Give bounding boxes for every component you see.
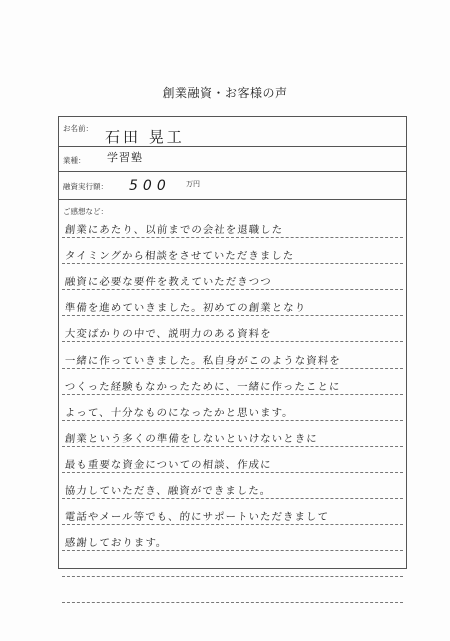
amount-unit: 万円 (186, 180, 200, 188)
name-row (59, 117, 406, 147)
comment-line-rule (62, 420, 403, 421)
comment-line (59, 318, 406, 344)
comment-line (59, 449, 406, 475)
name-label: お名前： (63, 124, 93, 133)
comment-line (59, 214, 406, 240)
business-label: 業種： (63, 156, 86, 165)
comment-lines (59, 200, 406, 605)
comment-line-rule (62, 237, 403, 238)
comment-line-rule (62, 289, 403, 290)
comment-line (59, 475, 406, 501)
comment-line (59, 344, 406, 370)
business-value: 学習塾 (107, 151, 143, 164)
comment-line-text: タイミングから相談をさせていただきました (64, 250, 295, 263)
amount-value: 500 (129, 178, 171, 194)
comment-line-rule (62, 498, 403, 499)
comment-line-rule (62, 472, 403, 473)
comment-line-rule (62, 394, 403, 395)
comment-line (59, 579, 406, 605)
comment-line-text: つくった経験もなかったために、一緒に作ったことに (64, 380, 341, 393)
comment-line-text: 準備を進めていきました。初めての創業となり (64, 302, 307, 315)
comment-line (59, 266, 406, 292)
comment-line-rule (62, 602, 403, 603)
comment-line-rule (62, 263, 403, 264)
comment-line-rule (62, 576, 403, 577)
comment-line-rule (62, 341, 403, 342)
comment-line-text: 協力していただき、融資ができました。 (64, 485, 272, 498)
amount-row (59, 172, 406, 200)
comment-line (59, 371, 406, 397)
comment-line (59, 397, 406, 423)
comment-line (59, 501, 406, 527)
comment-line-text: 電話やメール等でも、的にサポートいただきまして (64, 511, 330, 524)
comment-line-rule (62, 524, 403, 525)
testimonial-form (58, 116, 407, 569)
comment-line (59, 553, 406, 579)
business-row (59, 147, 406, 172)
comment-line-rule (62, 446, 403, 447)
comment-line-text: 融資に必要な要件を教えていただきつつ (64, 276, 273, 289)
amount-label: 融資実行額： (63, 182, 108, 191)
comment-line (59, 240, 406, 266)
comment-line (59, 292, 406, 318)
comment-line-rule (62, 315, 403, 316)
comment-line-text: 感謝しております。 (64, 537, 168, 550)
comment-line-rule (62, 368, 403, 369)
comment-line-text: 創業という多くの準備をしないといけないときに (64, 432, 319, 445)
name-value: 石田 晃工 (105, 128, 185, 146)
comment-line (59, 527, 406, 553)
comment-line-text: 最も重要な資金についての相談、作成に (64, 458, 272, 471)
comment-line-text: 一緒に作っていきました。私自身がこのような資料を (64, 354, 342, 367)
comment-line-text: 大変ばかりの中で、説明力のある資料を (64, 328, 272, 341)
page-title: 創業融資・お客様の声 (162, 86, 288, 100)
comment-line-text: よって、十分なものになったかと思います。 (64, 406, 295, 419)
comment-label: ご感想など： (63, 207, 108, 216)
comment-line-text: 創業にあたり、以前までの会社を退職した (64, 224, 284, 237)
comment-line (59, 423, 406, 449)
comment-line-rule (62, 550, 403, 551)
